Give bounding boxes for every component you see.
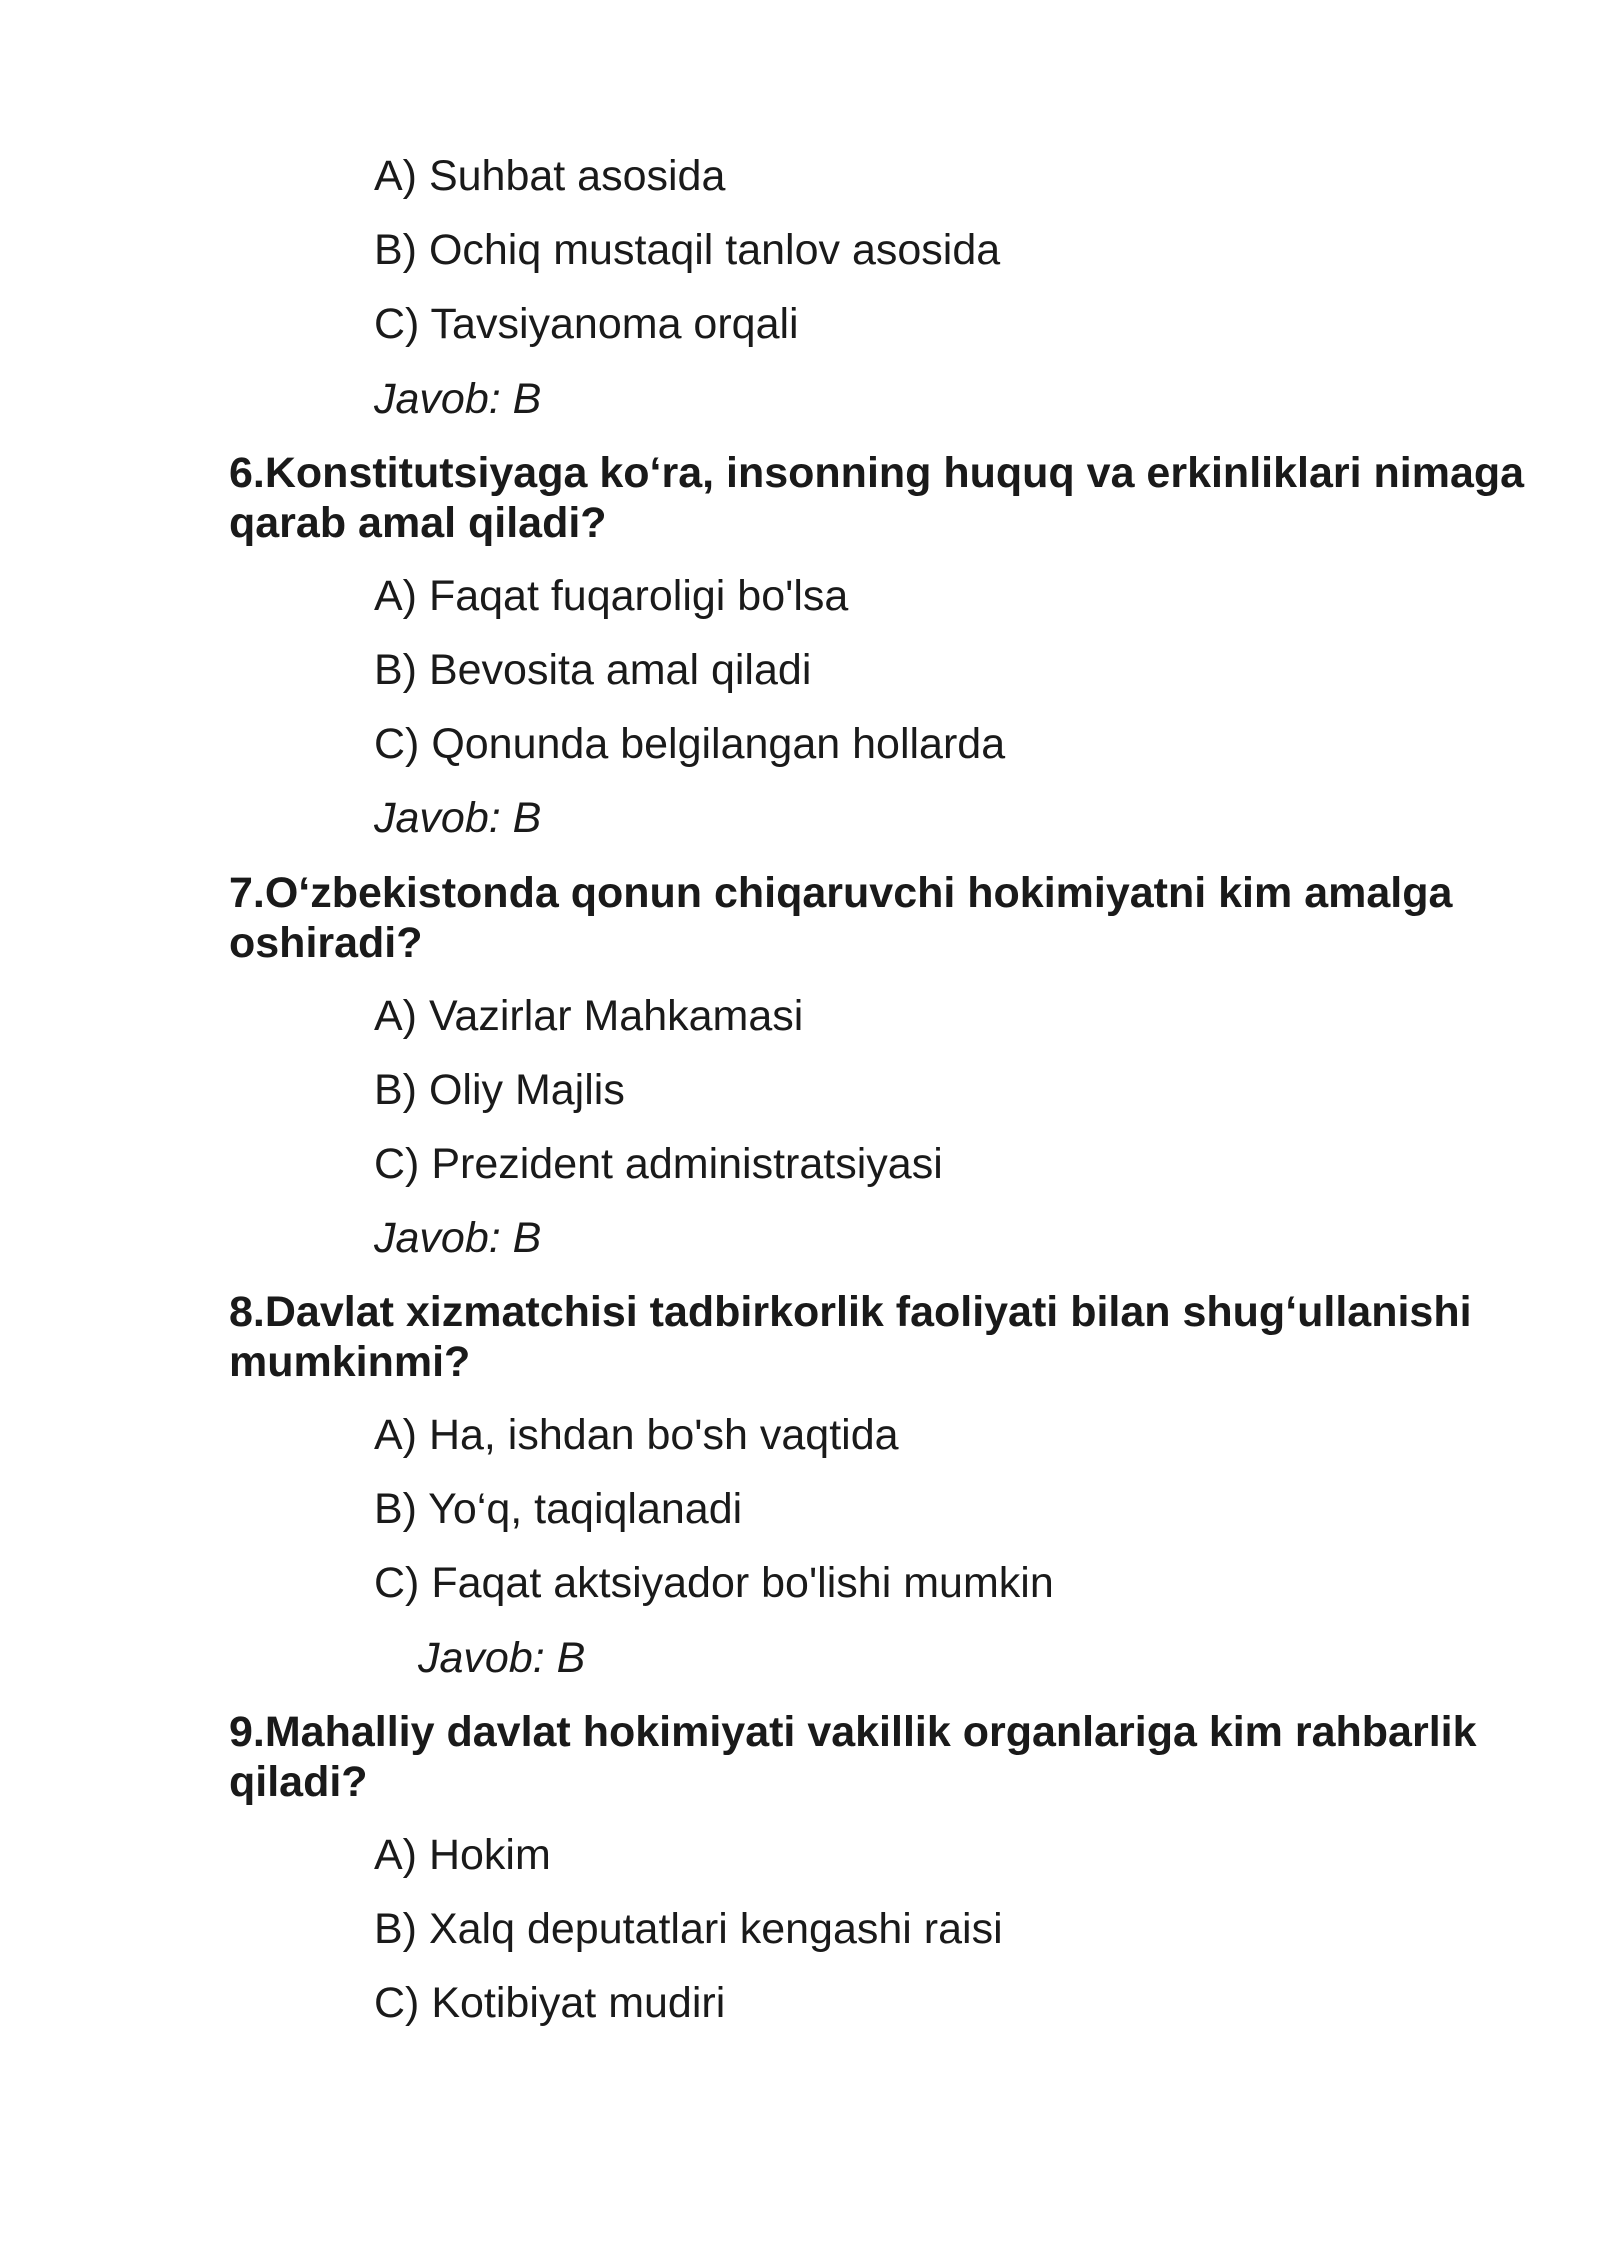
option-c: C) Qonunda belgilangan hollarda bbox=[374, 720, 1006, 768]
answer: Javob: B bbox=[374, 1214, 542, 1262]
answer: Javob: B bbox=[418, 1634, 586, 1682]
option-b: B) Xalq deputatlari kengashi raisi bbox=[374, 1905, 1003, 1953]
option-a: A) Ha, ishdan bo'sh vaqtida bbox=[374, 1411, 899, 1459]
question-9: 9.Mahalliy davlat hokimiyati vakillik organlariga kim rahbarlik qiladi? bbox=[229, 1708, 1477, 1806]
option-c: C) Prezident administratsiyasi bbox=[374, 1140, 943, 1188]
option-a: A) Faqat fuqaroligi bo'lsa bbox=[374, 572, 849, 620]
option-c: C) Tavsiyanoma orqali bbox=[374, 300, 799, 348]
question-7: 7.O‘zbekistonda qonun chiqaruvchi hokimiyatni kim amalga oshiradi? bbox=[229, 869, 1453, 967]
option-c: C) Faqat aktsiyador bo'lishi mumkin bbox=[374, 1559, 1054, 1607]
question-6: 6.Konstitutsiyaga ko‘ra, insonning huquq va erkinliklari nimaga qarab amal qiladi? bbox=[229, 449, 1525, 547]
option-b: B) Yo‘q, taqiqlanadi bbox=[374, 1485, 743, 1533]
option-b: B) Oliy Majlis bbox=[374, 1066, 625, 1114]
option-b: B) Ochiq mustaqil tanlov asosida bbox=[374, 226, 1001, 274]
option-a: A) Suhbat asosida bbox=[374, 152, 726, 200]
option-c: C) Kotibiyat mudiri bbox=[374, 1979, 726, 2027]
option-a: A) Hokim bbox=[374, 1831, 551, 1879]
option-a: A) Vazirlar Mahkamasi bbox=[374, 992, 804, 1040]
answer: Javob: B bbox=[374, 375, 542, 423]
option-b: B) Bevosita amal qiladi bbox=[374, 646, 812, 694]
answer: Javob: B bbox=[374, 794, 542, 842]
question-8: 8.Davlat xizmatchisi tadbirkorlik faoliyati bilan shug‘ullanishi mumkinmi? bbox=[229, 1288, 1472, 1386]
